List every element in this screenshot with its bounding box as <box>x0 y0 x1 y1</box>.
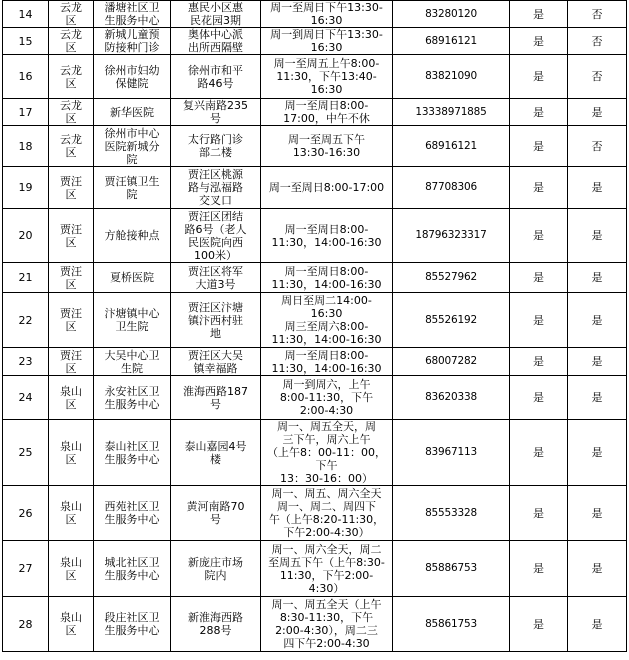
address-cell: 新淮海西路 288号 <box>171 597 261 652</box>
vaccination-sites-table <box>2 0 627 652</box>
hours-cell: 周一至周日8:00- 17:00，中午不休 <box>261 99 393 126</box>
flag-col2-cell: 是 <box>568 209 627 263</box>
table-row <box>3 263 627 293</box>
flag-col2-cell: 是 <box>568 541 627 597</box>
district-cell: 泉山 区 <box>49 376 94 420</box>
site-name-cell: 贾汪镇卫生 院 <box>94 167 171 209</box>
row-number-cell: 27 <box>3 541 49 597</box>
district-cell: 云龙 区 <box>49 126 94 167</box>
flag-col1-cell: 是 <box>510 55 568 99</box>
flag-col1-cell: 是 <box>510 28 568 55</box>
phone-cell: 68007282 <box>393 348 510 376</box>
row-number-cell: 25 <box>3 420 49 486</box>
flag-col2-cell: 是 <box>568 263 627 293</box>
phone-cell: 85886753 <box>393 541 510 597</box>
address-cell: 泰山嘉园4号 楼 <box>171 420 261 486</box>
flag-col2-cell: 是 <box>568 348 627 376</box>
phone-cell: 68916121 <box>393 126 510 167</box>
row-number-cell: 26 <box>3 486 49 541</box>
site-name-cell: 潘塘社区卫 生服务中心 <box>94 1 171 28</box>
flag-col2-cell: 是 <box>568 597 627 652</box>
flag-col2-cell: 是 <box>568 293 627 348</box>
phone-cell: 85861753 <box>393 597 510 652</box>
district-cell: 贾汪 区 <box>49 209 94 263</box>
table-row <box>3 209 627 263</box>
row-number-cell: 16 <box>3 55 49 99</box>
hours-cell: 周一到周六，上午 8:00-11:30，下午 2:00-4:30 <box>261 376 393 420</box>
site-name-cell: 泰山社区卫 生服务中心 <box>94 420 171 486</box>
site-name-cell: 方舱接种点 <box>94 209 171 263</box>
flag-col1-cell: 是 <box>510 597 568 652</box>
flag-col2-cell: 是 <box>568 486 627 541</box>
table-row <box>3 293 627 348</box>
address-cell: 新庞庄市场 院内 <box>171 541 261 597</box>
flag-col1-cell: 是 <box>510 99 568 126</box>
hours-cell: 周一、周五全天，周 三下午，周六上午 （上午8：00-11：00，下午 13：30-16：00） <box>261 420 393 486</box>
phone-cell: 68916121 <box>393 28 510 55</box>
row-number-cell: 19 <box>3 167 49 209</box>
table-row <box>3 167 627 209</box>
table-row <box>3 486 627 541</box>
row-number-cell: 28 <box>3 597 49 652</box>
flag-col1-cell: 是 <box>510 126 568 167</box>
table-row <box>3 55 627 99</box>
site-name-cell: 徐州市妇幼 保健院 <box>94 55 171 99</box>
table-row <box>3 420 627 486</box>
hours-cell: 周一至周日下午13:30- 16:30 <box>261 1 393 28</box>
district-cell: 贾汪 区 <box>49 293 94 348</box>
phone-cell: 83967113 <box>393 420 510 486</box>
hours-cell: 周一、周六全天，周二 至周五下午（上午8:30- 11:30，下午2:00- 4:30） <box>261 541 393 597</box>
table-row <box>3 597 627 652</box>
row-number-cell: 21 <box>3 263 49 293</box>
phone-cell: 87708306 <box>393 167 510 209</box>
address-cell: 复兴南路235 号 <box>171 99 261 126</box>
flag-col1-cell: 是 <box>510 541 568 597</box>
hours-cell: 周一至周五上午8:00- 11:30，下午13:40- 16:30 <box>261 55 393 99</box>
address-cell: 贾汪区将军 大道3号 <box>171 263 261 293</box>
district-cell: 贾汪 区 <box>49 263 94 293</box>
site-name-cell: 徐州市中心 医院新城分 院 <box>94 126 171 167</box>
table-row <box>3 1 627 28</box>
hours-cell: 周一至周日8:00-17:00 <box>261 167 393 209</box>
flag-col2-cell: 否 <box>568 126 627 167</box>
district-cell: 云龙 区 <box>49 99 94 126</box>
flag-col1-cell: 是 <box>510 420 568 486</box>
table-row <box>3 541 627 597</box>
site-name-cell: 永安社区卫 生服务中心 <box>94 376 171 420</box>
district-cell: 云龙 区 <box>49 1 94 28</box>
flag-col1-cell: 是 <box>510 1 568 28</box>
district-cell: 泉山 区 <box>49 597 94 652</box>
hours-cell: 周一、周五、周六全天 周一、周二、周四下 午（上午8:20-11:30， 下午2:00-4:30） <box>261 486 393 541</box>
district-cell: 贾汪 区 <box>49 348 94 376</box>
table-row <box>3 348 627 376</box>
hours-cell: 周一至周日8:00- 11:30，14:00-16:30 <box>261 348 393 376</box>
address-cell: 黄河南路70 号 <box>171 486 261 541</box>
hours-cell: 周一至周日8:00- 11:30，14:00-16:30 <box>261 263 393 293</box>
phone-cell: 83620338 <box>393 376 510 420</box>
flag-col1-cell: 是 <box>510 293 568 348</box>
phone-cell: 85553328 <box>393 486 510 541</box>
address-cell: 奥体中心派 出所西隔壁 <box>171 28 261 55</box>
district-cell: 泉山 区 <box>49 420 94 486</box>
flag-col1-cell: 是 <box>510 209 568 263</box>
row-number-cell: 24 <box>3 376 49 420</box>
flag-col2-cell: 是 <box>568 376 627 420</box>
site-name-cell: 新城儿童预 防接种门诊 <box>94 28 171 55</box>
flag-col2-cell: 是 <box>568 420 627 486</box>
district-cell: 云龙 区 <box>49 28 94 55</box>
district-cell: 云龙 区 <box>49 55 94 99</box>
flag-col1-cell: 是 <box>510 348 568 376</box>
flag-col2-cell: 否 <box>568 1 627 28</box>
site-name-cell: 城北社区卫 生服务中心 <box>94 541 171 597</box>
flag-col2-cell: 是 <box>568 99 627 126</box>
table-body <box>3 1 627 652</box>
phone-cell: 83280120 <box>393 1 510 28</box>
site-name-cell: 段庄社区卫 生服务中心 <box>94 597 171 652</box>
address-cell: 贾汪区桃源 路与泓福路 交叉口 <box>171 167 261 209</box>
table-row <box>3 376 627 420</box>
hours-cell: 周一到周日下午13:30- 16:30 <box>261 28 393 55</box>
row-number-cell: 20 <box>3 209 49 263</box>
district-cell: 贾汪 区 <box>49 167 94 209</box>
row-number-cell: 22 <box>3 293 49 348</box>
site-name-cell: 西苑社区卫 生服务中心 <box>94 486 171 541</box>
hours-cell: 周日至周二14:00- 16:30 周三至周六8:00- 11:30，14:00-16:30 <box>261 293 393 348</box>
phone-cell: 85527962 <box>393 263 510 293</box>
district-cell: 泉山 区 <box>49 486 94 541</box>
row-number-cell: 15 <box>3 28 49 55</box>
row-number-cell: 14 <box>3 1 49 28</box>
address-cell: 淮海西路187 号 <box>171 376 261 420</box>
address-cell: 贾汪区汴塘 镇汴西村驻 地 <box>171 293 261 348</box>
flag-col1-cell: 是 <box>510 167 568 209</box>
phone-cell: 18796323317 <box>393 209 510 263</box>
address-cell: 徐州市和平 路46号 <box>171 55 261 99</box>
hours-cell: 周一至周日8:00- 11:30，14:00-16:30 <box>261 209 393 263</box>
address-cell: 惠民小区惠 民花园3期 <box>171 1 261 28</box>
phone-cell: 13338971885 <box>393 99 510 126</box>
site-name-cell: 夏桥医院 <box>94 263 171 293</box>
table-row <box>3 28 627 55</box>
table-row <box>3 126 627 167</box>
site-name-cell: 大吴中心卫 生院 <box>94 348 171 376</box>
phone-cell: 83821090 <box>393 55 510 99</box>
address-cell: 贾汪区大吴 镇幸福路 <box>171 348 261 376</box>
flag-col2-cell: 是 <box>568 167 627 209</box>
hours-cell: 周一、周五全天（上午 8:30-11:30，下午 2:00-4:30），周二三 四下午2:00-4:30 <box>261 597 393 652</box>
phone-cell: 85526192 <box>393 293 510 348</box>
address-cell: 贾汪区团结 路6号（老人 民医院向西 100米） <box>171 209 261 263</box>
row-number-cell: 17 <box>3 99 49 126</box>
flag-col1-cell: 是 <box>510 486 568 541</box>
row-number-cell: 18 <box>3 126 49 167</box>
flag-col1-cell: 是 <box>510 263 568 293</box>
flag-col2-cell: 否 <box>568 28 627 55</box>
site-name-cell: 新华医院 <box>94 99 171 126</box>
row-number-cell: 23 <box>3 348 49 376</box>
hours-cell: 周一至周五下午 13:30-16:30 <box>261 126 393 167</box>
flag-col1-cell: 是 <box>510 376 568 420</box>
district-cell: 泉山 区 <box>49 541 94 597</box>
flag-col2-cell: 否 <box>568 55 627 99</box>
address-cell: 太行路门诊 部二楼 <box>171 126 261 167</box>
table-row <box>3 99 627 126</box>
site-name-cell: 汴塘镇中心 卫生院 <box>94 293 171 348</box>
